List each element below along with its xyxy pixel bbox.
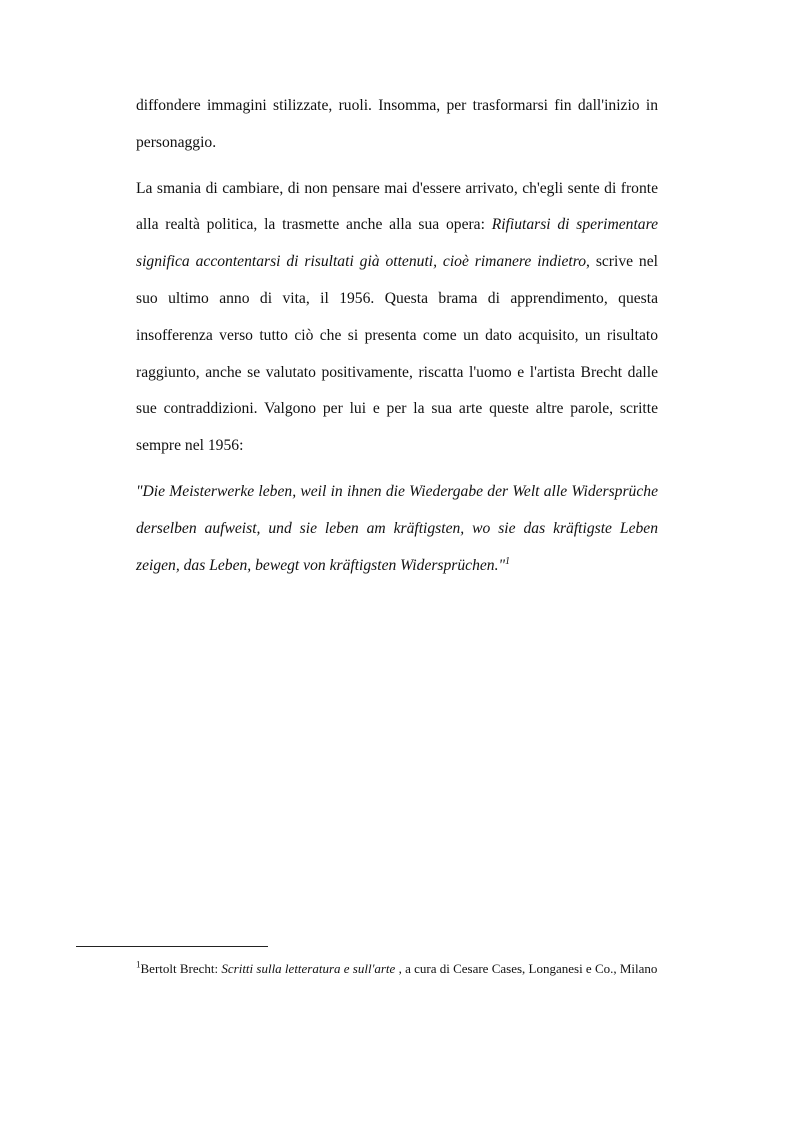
paragraph-2 [136, 171, 658, 465]
footnote-number: 1 [136, 959, 141, 970]
footnote-author: Bertolt Brecht: [140, 961, 222, 976]
body-text [136, 88, 658, 593]
footnote-separator [76, 946, 268, 947]
german-quote [136, 474, 658, 584]
paragraph-2-text-start: La smania di cambiare, di non pensare mai d'essere arrivato, ch'egli sente di fronte alla realtà politica, la trasmette anche alla sua opera: [136, 179, 658, 234]
footnote-reference[interactable]: 1 [505, 555, 511, 567]
paragraph-1: diffondere immagini stilizzate, ruoli. Insomma, per trasformarsi fin dall'inizio in personaggio. [136, 97, 658, 151]
german-quote-text: "Die Meisterwerke leben, weil in ihnen die Wiedergabe der Welt alle Widersprüche derselben aufweist, und sie leben am kräftigsten, wo sie das kräftigste Leben zeigen, das Leben, bewegt von kräftigsten Widersprüchen." [136, 482, 658, 574]
paragraph-2-text-end: , scrive nel suo ultimo anno di vita, il 1956. Questa brama di apprendimento, questa insofferenza verso tutto ciò che si presenta come un dato acquisito, un risultato raggiunto, anche se valutato positivamente, riscatta l'uomo e l'artista Brecht dalle sue contraddizioni. Valgono per lui e per la sua arte queste altre parole, scritte sempre nel 1956: [136, 253, 658, 455]
footnote-title: Scritti sulla letteratura e sull'arte [221, 961, 399, 976]
footnote [136, 952, 658, 986]
footnote-details: , a cura di Cesare Cases, Longanesi e Co., Milano [398, 961, 658, 976]
brecht-inline-quote: Rifiutarsi di sperimentare significa accontentarsi di risultati già ottenuti, cioè rimanere indietro [136, 216, 658, 271]
